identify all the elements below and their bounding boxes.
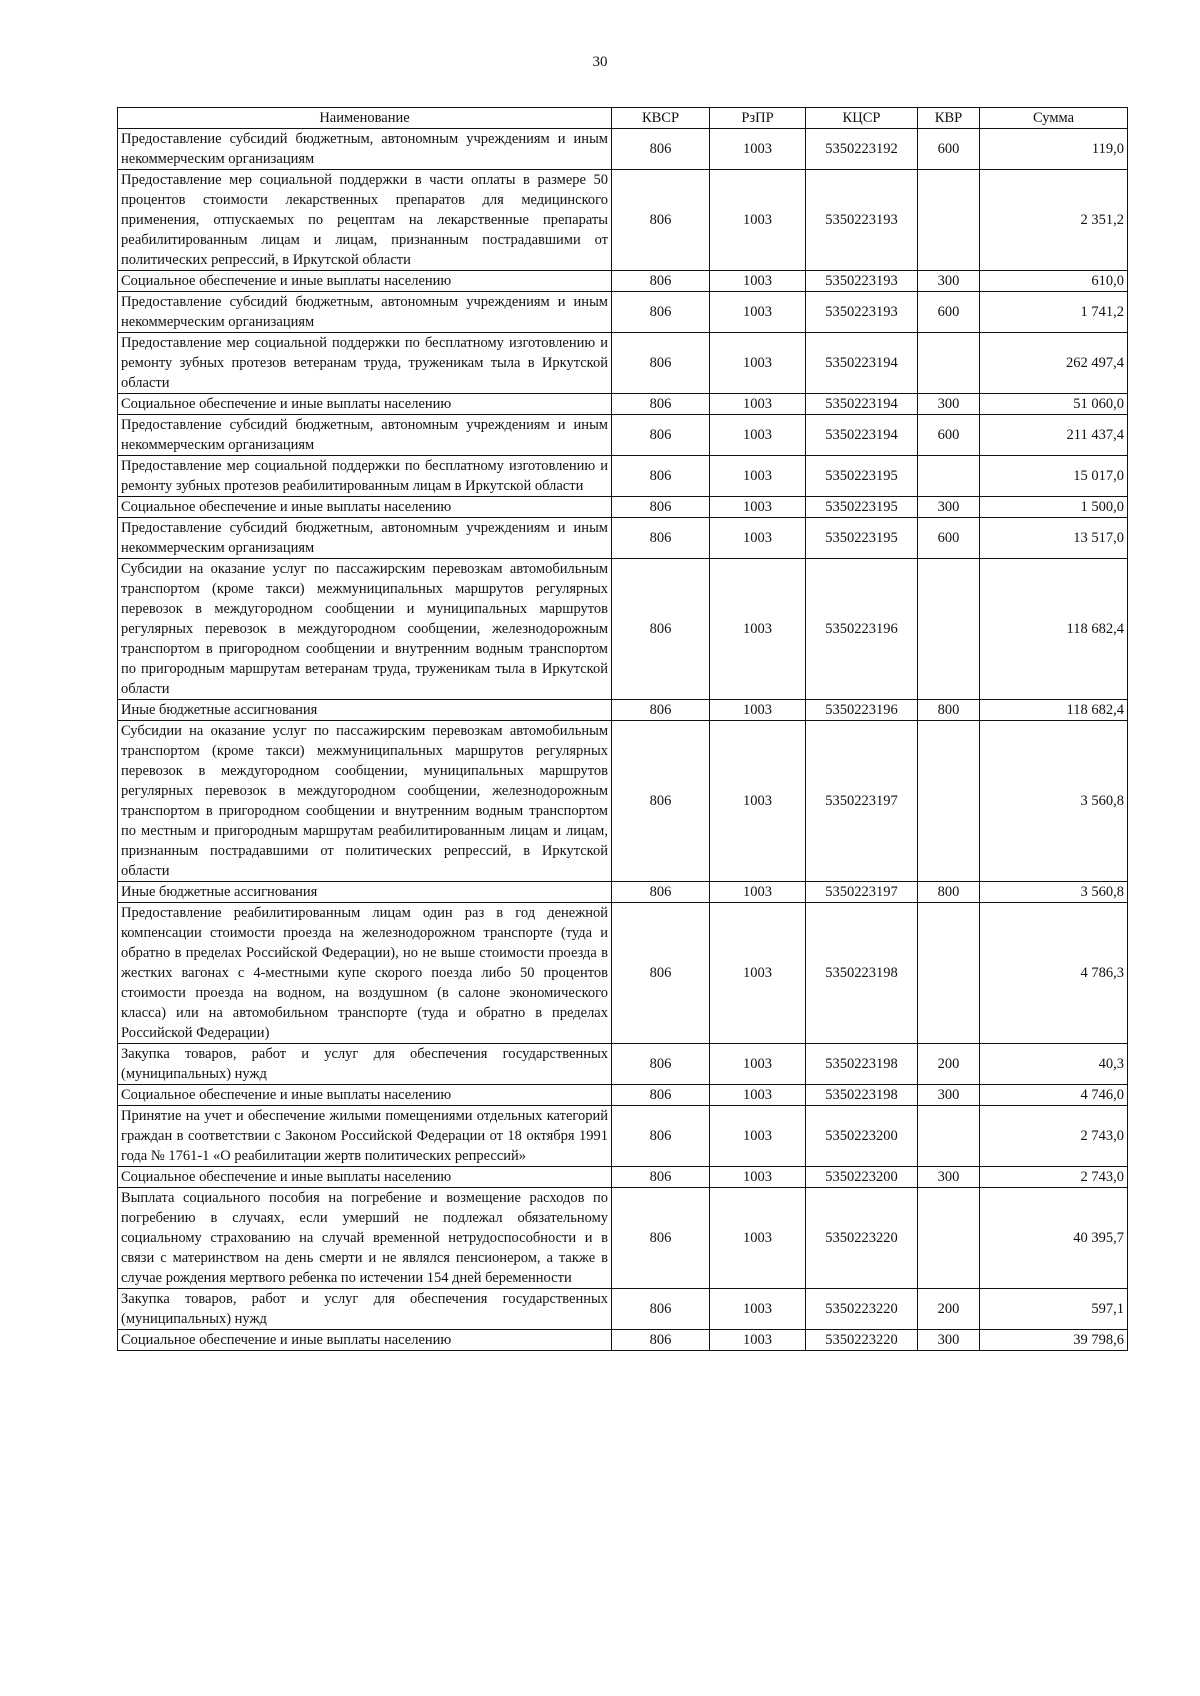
row-name: Принятие на учет и обеспечение жилыми помещениями отдельных категорий граждан в соответствии с Законом Российской Федерации от 18 октября 1991 года № 1761-1 «О реабилитации жертв политических репрессий» xyxy=(118,1106,612,1167)
row-kvr xyxy=(918,559,980,700)
header-kcsr: КЦСР xyxy=(806,108,918,129)
row-kvsr: 806 xyxy=(612,882,710,903)
table-row xyxy=(118,415,1128,456)
table-row xyxy=(118,1188,1128,1289)
row-rzpr: 1003 xyxy=(710,1289,806,1330)
row-kvsr: 806 xyxy=(612,170,710,271)
row-kcsr: 5350223193 xyxy=(806,170,918,271)
row-kvsr: 806 xyxy=(612,559,710,700)
header-rzpr: РзПР xyxy=(710,108,806,129)
row-kvsr: 806 xyxy=(612,292,710,333)
row-rzpr: 1003 xyxy=(710,1085,806,1106)
row-rzpr: 1003 xyxy=(710,497,806,518)
row-kvsr: 806 xyxy=(612,518,710,559)
row-kvsr: 806 xyxy=(612,903,710,1044)
header-kvsr: КВСР xyxy=(612,108,710,129)
row-sum: 610,0 xyxy=(980,271,1128,292)
row-kcsr: 5350223194 xyxy=(806,415,918,456)
row-kcsr: 5350223192 xyxy=(806,129,918,170)
row-kcsr: 5350223197 xyxy=(806,882,918,903)
row-sum: 1 500,0 xyxy=(980,497,1128,518)
row-kcsr: 5350223195 xyxy=(806,518,918,559)
row-kcsr: 5350223193 xyxy=(806,271,918,292)
row-sum: 15 017,0 xyxy=(980,456,1128,497)
row-rzpr: 1003 xyxy=(710,700,806,721)
row-name: Предоставление субсидий бюджетным, автономным учреждениям и иным некоммерческим организациям xyxy=(118,129,612,170)
row-kvr xyxy=(918,721,980,882)
row-name: Предоставление реабилитированным лицам один раз в год денежной компенсации стоимости проезда на железнодорожном транспорте (туда и обратно в пределах Российской Федерации), но не выше стоимости проезда в жестких вагонах с 4-местными купе скорого поезда либо 50 процентов стоимости проезда на водном, на воздушном (в салоне экономического класса) или на автомобильном транспорте (туда и обратно в пределах Российской Федерации) xyxy=(118,903,612,1044)
row-rzpr: 1003 xyxy=(710,1167,806,1188)
row-kvsr: 806 xyxy=(612,1289,710,1330)
row-rzpr: 1003 xyxy=(710,1188,806,1289)
header-kvr: КВР xyxy=(918,108,980,129)
row-name: Предоставление субсидий бюджетным, автономным учреждениям и иным некоммерческим организациям xyxy=(118,415,612,456)
row-kvr: 200 xyxy=(918,1289,980,1330)
row-name: Предоставление субсидий бюджетным, автономным учреждениям и иным некоммерческим организациям xyxy=(118,518,612,559)
row-name: Иные бюджетные ассигнования xyxy=(118,700,612,721)
row-sum: 2 743,0 xyxy=(980,1106,1128,1167)
row-sum: 39 798,6 xyxy=(980,1330,1128,1351)
row-name: Субсидии на оказание услуг по пассажирским перевозкам автомобильным транспортом (кроме такси) межмуниципальных маршрутов регулярных перевозок в междугородном сообщении и муниципальных маршрутов регулярных перевозок в междугородном сообщении, железнодорожным транспортом в пригородном сообщении и внутренним водным транспортом по пригородным маршрутам ветеранам труда, труженикам тыла в Иркутской области xyxy=(118,559,612,700)
row-kvr: 600 xyxy=(918,415,980,456)
row-kvsr: 806 xyxy=(612,1044,710,1085)
row-kvr xyxy=(918,1188,980,1289)
row-kcsr: 5350223195 xyxy=(806,456,918,497)
row-kvsr: 806 xyxy=(612,1085,710,1106)
header-name: Наименование xyxy=(118,108,612,129)
row-name: Выплата социального пособия на погребение и возмещение расходов по погребению в случаях, если умерший не подлежал обязательному социальному страхованию на случай временной нетрудоспособности и в связи с материнством на день смерти и не являлся пенсионером, а также в случае рождения мертвого ребенка по истечении 154 дней беременности xyxy=(118,1188,612,1289)
row-sum: 262 497,4 xyxy=(980,333,1128,394)
row-sum: 4 746,0 xyxy=(980,1085,1128,1106)
table-row xyxy=(118,1330,1128,1351)
row-rzpr: 1003 xyxy=(710,394,806,415)
row-name: Социальное обеспечение и иные выплаты населению xyxy=(118,1167,612,1188)
row-sum: 40 395,7 xyxy=(980,1188,1128,1289)
row-kvr: 800 xyxy=(918,882,980,903)
row-rzpr: 1003 xyxy=(710,721,806,882)
row-kvr xyxy=(918,333,980,394)
row-rzpr: 1003 xyxy=(710,1106,806,1167)
row-rzpr: 1003 xyxy=(710,456,806,497)
row-kcsr: 5350223193 xyxy=(806,292,918,333)
row-name: Субсидии на оказание услуг по пассажирским перевозкам автомобильным транспортом (кроме такси) межмуниципальных маршрутов регулярных перевозок в междугородном сообщении, муниципальных маршрутов регулярных перевозок в междугородном сообщении, железнодорожным транспортом в пригородном сообщении и внутренним водным транспортом по местным и пригородным маршрутам реабилитированным лицам и лицам, признанным пострадавшими от политических репрессий, в Иркутской области xyxy=(118,721,612,882)
row-kvsr: 806 xyxy=(612,497,710,518)
row-kvsr: 806 xyxy=(612,271,710,292)
row-sum: 13 517,0 xyxy=(980,518,1128,559)
table-row xyxy=(118,721,1128,882)
row-sum: 2 351,2 xyxy=(980,170,1128,271)
row-kvr: 600 xyxy=(918,129,980,170)
row-kcsr: 5350223194 xyxy=(806,394,918,415)
row-sum: 597,1 xyxy=(980,1289,1128,1330)
row-kvr: 300 xyxy=(918,394,980,415)
table-row xyxy=(118,170,1128,271)
row-sum: 2 743,0 xyxy=(980,1167,1128,1188)
table-row xyxy=(118,1289,1128,1330)
row-sum: 119,0 xyxy=(980,129,1128,170)
row-sum: 3 560,8 xyxy=(980,882,1128,903)
row-name: Социальное обеспечение и иные выплаты населению xyxy=(118,497,612,518)
table-row xyxy=(118,1167,1128,1188)
row-kcsr: 5350223198 xyxy=(806,1085,918,1106)
row-kvsr: 806 xyxy=(612,456,710,497)
table-row xyxy=(118,700,1128,721)
row-kvr: 600 xyxy=(918,292,980,333)
table-row xyxy=(118,333,1128,394)
row-name: Предоставление мер социальной поддержки по бесплатному изготовлению и ремонту зубных протезов реабилитированным лицам в Иркутской области xyxy=(118,456,612,497)
row-kvr xyxy=(918,1106,980,1167)
table-row xyxy=(118,456,1128,497)
row-kcsr: 5350223200 xyxy=(806,1167,918,1188)
table-row xyxy=(118,394,1128,415)
row-sum: 51 060,0 xyxy=(980,394,1128,415)
row-rzpr: 1003 xyxy=(710,415,806,456)
table-row xyxy=(118,271,1128,292)
table-row xyxy=(118,292,1128,333)
row-sum: 40,3 xyxy=(980,1044,1128,1085)
row-rzpr: 1003 xyxy=(710,292,806,333)
table-row xyxy=(118,497,1128,518)
row-sum: 211 437,4 xyxy=(980,415,1128,456)
row-name: Предоставление мер социальной поддержки по бесплатному изготовлению и ремонту зубных протезов ветеранам труда, труженикам тыла в Иркутской области xyxy=(118,333,612,394)
row-kvsr: 806 xyxy=(612,1106,710,1167)
row-kvsr: 806 xyxy=(612,1188,710,1289)
table-row xyxy=(118,1085,1128,1106)
row-kvr: 800 xyxy=(918,700,980,721)
row-kvr xyxy=(918,170,980,271)
table-row xyxy=(118,1044,1128,1085)
row-name: Социальное обеспечение и иные выплаты населению xyxy=(118,271,612,292)
table-row xyxy=(118,129,1128,170)
row-sum: 118 682,4 xyxy=(980,700,1128,721)
row-kvr: 300 xyxy=(918,1330,980,1351)
row-kcsr: 5350223197 xyxy=(806,721,918,882)
row-sum: 118 682,4 xyxy=(980,559,1128,700)
table-row xyxy=(118,1106,1128,1167)
row-rzpr: 1003 xyxy=(710,518,806,559)
row-kcsr: 5350223220 xyxy=(806,1330,918,1351)
budget-table xyxy=(117,107,1128,1351)
table-row xyxy=(118,518,1128,559)
row-kcsr: 5350223196 xyxy=(806,559,918,700)
row-kvr: 600 xyxy=(918,518,980,559)
row-kvsr: 806 xyxy=(612,129,710,170)
row-kvr: 200 xyxy=(918,1044,980,1085)
table-row xyxy=(118,882,1128,903)
row-rzpr: 1003 xyxy=(710,333,806,394)
row-rzpr: 1003 xyxy=(710,271,806,292)
header-sum: Сумма xyxy=(980,108,1128,129)
row-rzpr: 1003 xyxy=(710,1044,806,1085)
row-kvsr: 806 xyxy=(612,1167,710,1188)
row-kvr: 300 xyxy=(918,1085,980,1106)
row-kvsr: 806 xyxy=(612,415,710,456)
table-row xyxy=(118,903,1128,1044)
row-kcsr: 5350223220 xyxy=(806,1188,918,1289)
row-rzpr: 1003 xyxy=(710,559,806,700)
row-name: Предоставление мер социальной поддержки в части оплаты в размере 50 процентов стоимости лекарственных препаратов для медицинского применения, отпускаемых по рецептам на лекарственные препараты реабилитированным лицам и лицам, признанным пострадавшими от политических репрессий, в Иркутской области xyxy=(118,170,612,271)
row-kcsr: 5350223194 xyxy=(806,333,918,394)
row-name: Закупка товаров, работ и услуг для обеспечения государственных (муниципальных) нужд xyxy=(118,1044,612,1085)
row-name: Социальное обеспечение и иные выплаты населению xyxy=(118,1330,612,1351)
row-name: Предоставление субсидий бюджетным, автономным учреждениям и иным некоммерческим организациям xyxy=(118,292,612,333)
row-kvr: 300 xyxy=(918,497,980,518)
row-kvsr: 806 xyxy=(612,333,710,394)
row-sum: 4 786,3 xyxy=(980,903,1128,1044)
row-kvr: 300 xyxy=(918,271,980,292)
row-kcsr: 5350223198 xyxy=(806,903,918,1044)
row-sum: 3 560,8 xyxy=(980,721,1128,882)
row-kcsr: 5350223195 xyxy=(806,497,918,518)
table-row xyxy=(118,559,1128,700)
row-kcsr: 5350223196 xyxy=(806,700,918,721)
row-kvsr: 806 xyxy=(612,721,710,882)
row-kvr xyxy=(918,456,980,497)
row-name: Социальное обеспечение и иные выплаты населению xyxy=(118,394,612,415)
row-kvr xyxy=(918,903,980,1044)
row-rzpr: 1003 xyxy=(710,903,806,1044)
row-rzpr: 1003 xyxy=(710,882,806,903)
page-number: 30 xyxy=(592,54,608,70)
table-header-row xyxy=(118,108,1128,129)
row-rzpr: 1003 xyxy=(710,1330,806,1351)
row-name: Закупка товаров, работ и услуг для обеспечения государственных (муниципальных) нужд xyxy=(118,1289,612,1330)
table-body xyxy=(118,129,1128,1351)
row-kcsr: 5350223198 xyxy=(806,1044,918,1085)
row-kvsr: 806 xyxy=(612,700,710,721)
row-rzpr: 1003 xyxy=(710,129,806,170)
row-rzpr: 1003 xyxy=(710,170,806,271)
row-kcsr: 5350223200 xyxy=(806,1106,918,1167)
row-kcsr: 5350223220 xyxy=(806,1289,918,1330)
row-sum: 1 741,2 xyxy=(980,292,1128,333)
row-name: Социальное обеспечение и иные выплаты населению xyxy=(118,1085,612,1106)
row-kvsr: 806 xyxy=(612,394,710,415)
row-kvsr: 806 xyxy=(612,1330,710,1351)
row-kvr: 300 xyxy=(918,1167,980,1188)
row-name: Иные бюджетные ассигнования xyxy=(118,882,612,903)
